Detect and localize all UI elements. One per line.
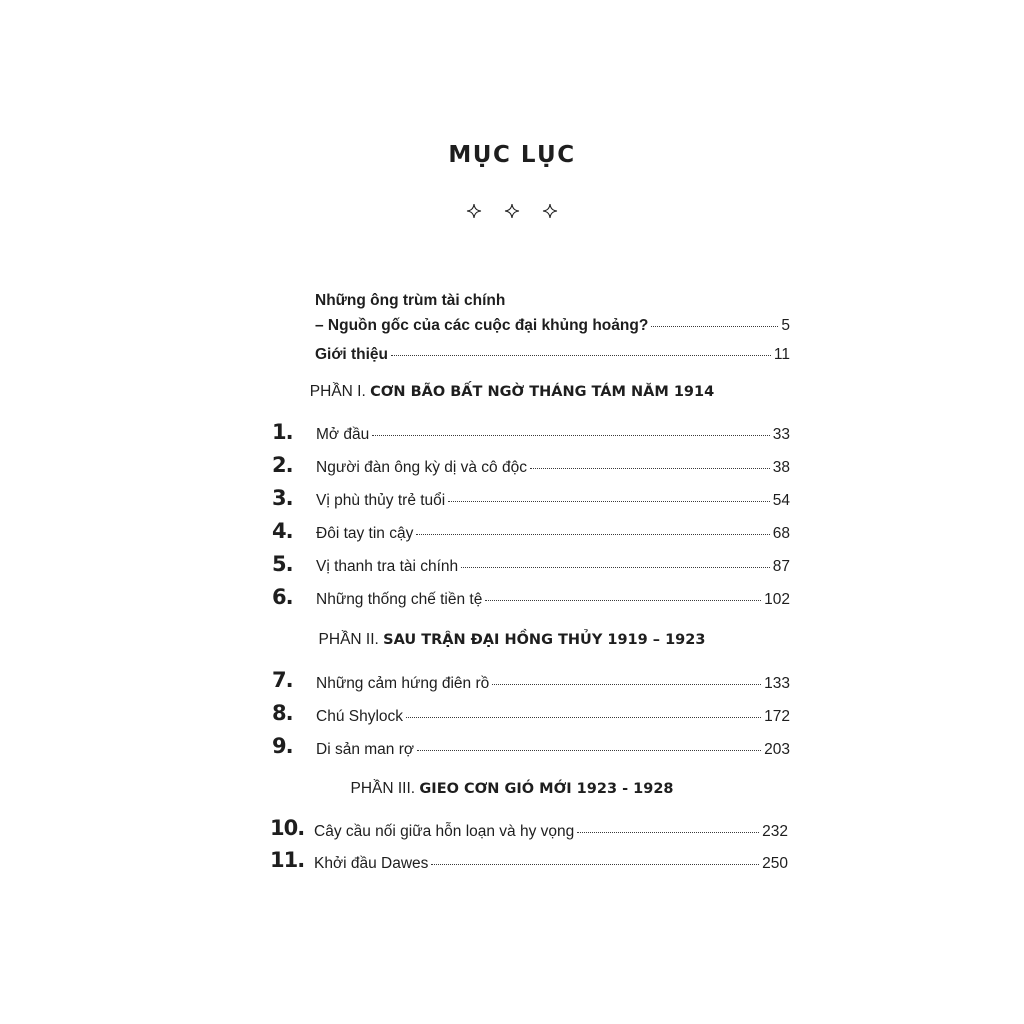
chapter-number: 10. — [270, 816, 305, 840]
chapter-number: 3. — [272, 486, 293, 510]
dot-leader — [492, 684, 761, 685]
toc-entry-chapter-11[interactable] — [314, 855, 788, 873]
chapter-number: 11. — [270, 848, 305, 872]
toc-entry-title: Di sản man rợ — [316, 741, 415, 758]
page-title: MỤC LỤC — [448, 142, 576, 168]
toc-entry-chapter-4[interactable] — [316, 525, 790, 543]
part-heading-3 — [0, 780, 1024, 798]
toc-page-number: 33 — [772, 426, 790, 443]
dot-leader — [651, 326, 778, 327]
part-title: GIEO CƠN GIÓ MỚI 1923 - 1928 — [419, 781, 674, 797]
toc-page-number: 250 — [762, 855, 788, 872]
chapter-number: 4. — [272, 519, 293, 543]
toc-page-number: 54 — [772, 492, 790, 509]
toc-entry-title: Người đàn ông kỳ dị và cô độc — [316, 459, 527, 476]
toc-entry-chapter-6[interactable] — [316, 591, 790, 609]
toc-entry-title: Giới thiệu — [315, 346, 389, 363]
chapter-number: 6. — [272, 585, 293, 609]
dot-leader — [372, 435, 770, 436]
part-title: SAU TRẬN ĐẠI HỒNG THỦY 1919 – 1923 — [383, 632, 706, 648]
toc-entry-chapter-1[interactable] — [316, 426, 790, 444]
toc-entry-title: Những cảm hứng điên rồ — [316, 675, 490, 692]
toc-entry-chapter-7[interactable] — [316, 675, 790, 693]
toc-entry-chapter-10[interactable] — [314, 823, 788, 841]
toc-page-number: 11 — [773, 346, 790, 363]
toc-page-number: 87 — [772, 558, 790, 575]
toc-page-number: 133 — [764, 675, 790, 692]
toc-entry-intro[interactable] — [315, 346, 790, 364]
toc-entry-title: Khởi đầu Dawes — [314, 855, 429, 872]
dot-leader — [416, 534, 769, 535]
dot-leader — [577, 832, 759, 833]
toc-entry-foreword-line1[interactable] — [315, 292, 790, 310]
chapter-number: 8. — [272, 701, 293, 725]
toc-entry-title: Chú Shylock — [316, 708, 404, 725]
part-prefix: PHẦN II. — [318, 631, 379, 648]
toc-entry-title: Mở đầu — [316, 426, 370, 443]
chapter-number: 7. — [272, 668, 293, 692]
toc-entry-foreword[interactable] — [315, 317, 790, 335]
toc-entry-chapter-3[interactable] — [316, 492, 790, 510]
toc-entry-title: Vị phù thủy trẻ tuổi — [316, 492, 446, 509]
ornament-divider — [0, 202, 1024, 220]
toc-entry-title: Những thống chế tiền tệ — [316, 591, 483, 608]
part-heading-1 — [0, 383, 1024, 401]
dot-leader — [417, 750, 761, 751]
toc-entry-chapter-5[interactable] — [316, 558, 790, 576]
dot-leader — [391, 355, 771, 356]
chapter-number: 1. — [272, 420, 293, 444]
toc-entry-title: Cây cầu nối giữa hỗn loạn và hy vọng — [314, 823, 575, 840]
toc-entry-chapter-2[interactable] — [316, 459, 790, 477]
toc-page-number: 5 — [781, 317, 790, 334]
dot-leader — [461, 567, 770, 568]
dot-leader — [485, 600, 761, 601]
dot-leader — [406, 717, 761, 718]
toc-entry-title: Vị thanh tra tài chính — [316, 558, 459, 575]
dot-leader — [431, 864, 759, 865]
chapter-number: 2. — [272, 453, 293, 477]
toc-entry-chapter-9[interactable] — [316, 741, 790, 759]
toc-page-number: 172 — [764, 708, 790, 725]
four-point-star-icon — [542, 203, 558, 219]
toc-entry-chapter-8[interactable] — [316, 708, 790, 726]
toc-page-number: 102 — [764, 591, 790, 608]
toc-page-number: 68 — [772, 525, 790, 542]
toc-entry-title: Những ông trùm tài chính — [315, 292, 506, 309]
dot-leader — [448, 501, 770, 502]
dot-leader — [530, 468, 770, 469]
four-point-star-icon — [504, 203, 520, 219]
toc-page-number: 38 — [772, 459, 790, 476]
chapter-number: 9. — [272, 734, 293, 758]
toc-entry-title: Đôi tay tin cậy — [316, 525, 414, 542]
toc-page-number: 232 — [762, 823, 788, 840]
toc-page-number: 203 — [764, 741, 790, 758]
chapter-number: 5. — [272, 552, 293, 576]
toc-entry-title: – Nguồn gốc của các cuộc đại khủng hoảng? — [315, 317, 649, 334]
part-heading-2 — [0, 631, 1024, 649]
four-point-star-icon — [466, 203, 482, 219]
part-prefix: PHẦN III. — [350, 780, 416, 797]
part-title: CƠN BÃO BẤT NGỜ THÁNG TÁM NĂM 1914 — [370, 384, 715, 400]
part-prefix: PHẦN I. — [309, 383, 366, 400]
